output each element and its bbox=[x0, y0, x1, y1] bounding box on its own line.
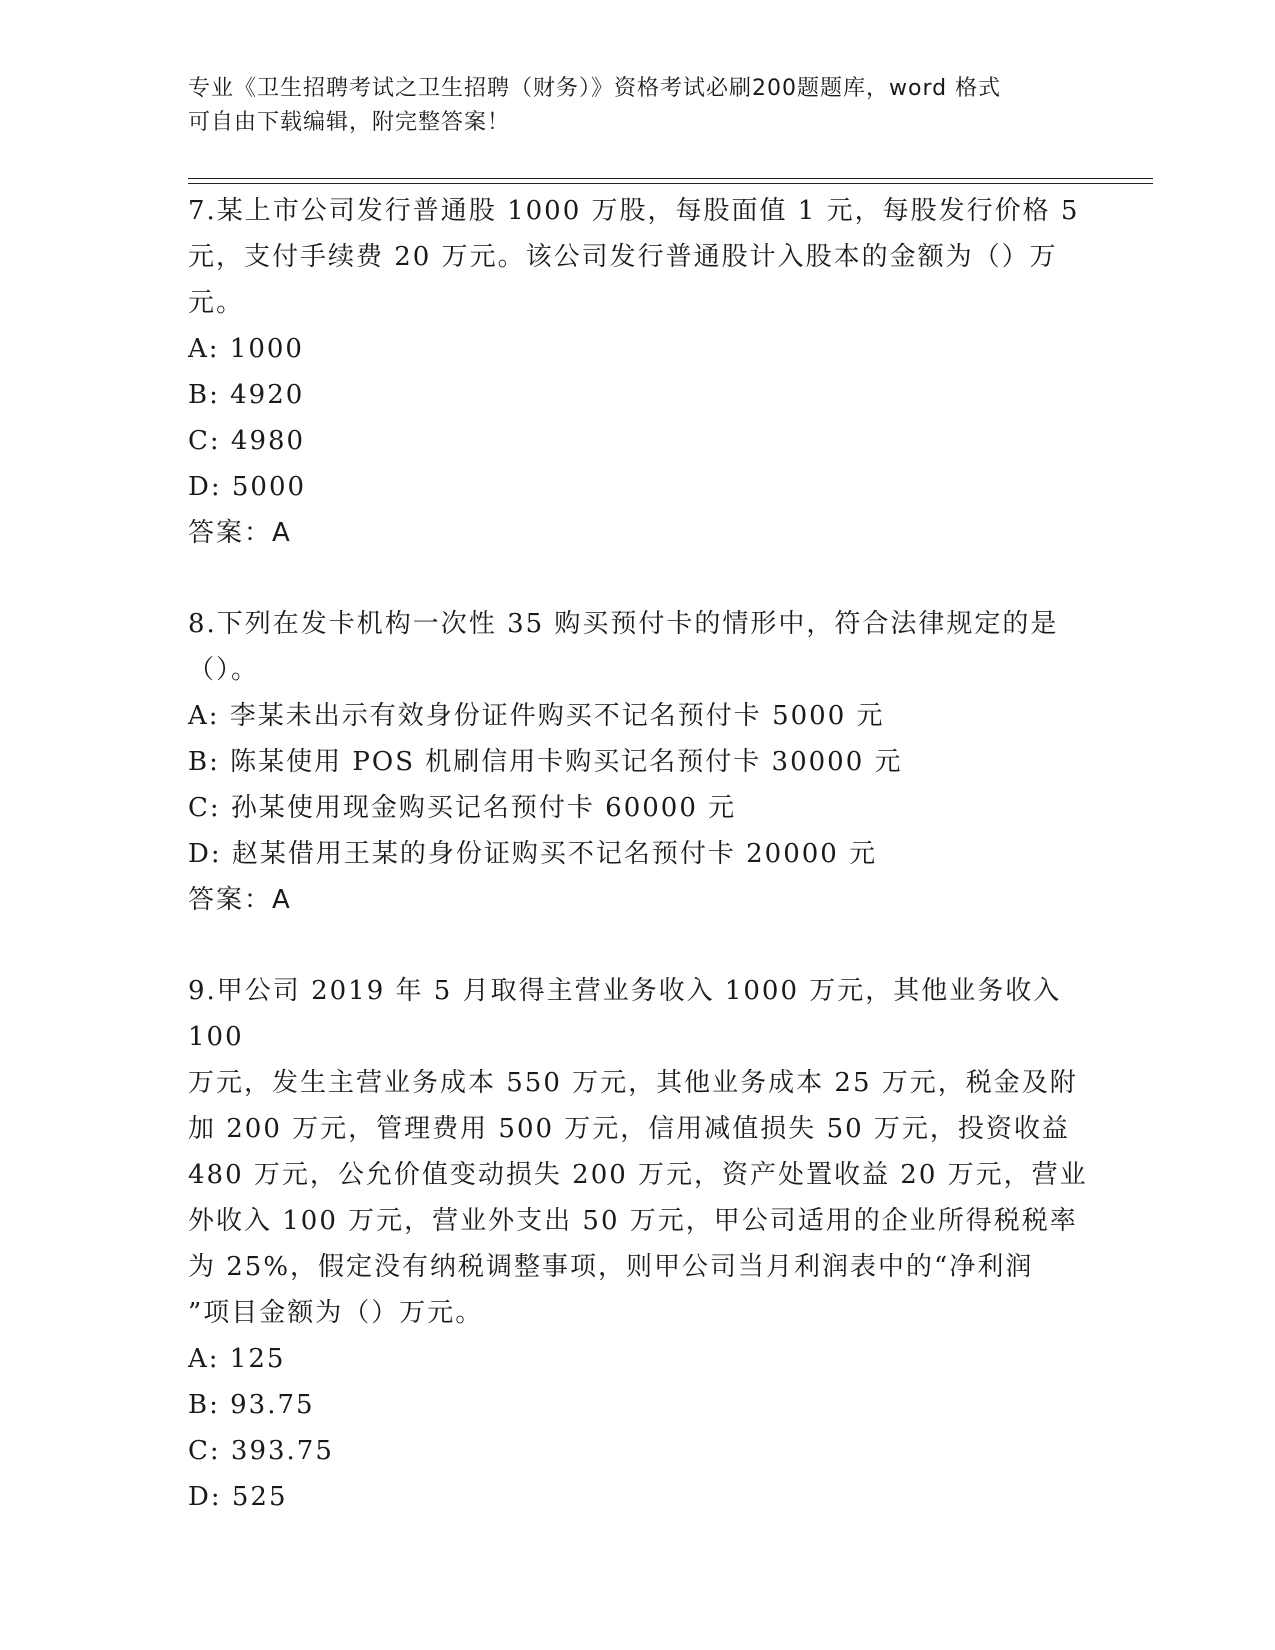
question-stem-line: 加 200 万元，管理费用 500 万元，信用减值损失 50 万元，投资收益 bbox=[188, 1114, 1070, 1144]
question-list bbox=[188, 188, 1088, 1520]
header-line-2: 可自由下载编辑，附完整答案！ bbox=[188, 110, 511, 135]
question-stem-line: 万元，发生主营业务成本 550 万元，其他业务成本 25 万元，税金及附 bbox=[188, 1068, 1078, 1098]
question-9 bbox=[188, 968, 1088, 1520]
option-c: C: 4980 bbox=[188, 426, 306, 456]
question-stem-line: ”项目金额为（）万元。 bbox=[188, 1298, 484, 1328]
option-a: A: 1000 bbox=[188, 334, 304, 364]
option-a: A: 李某未出示有效身份证件购买不记名预付卡 5000 元 bbox=[188, 701, 885, 731]
option-b: B: 陈某使用 POS 机刷信用卡购买记名预付卡 30000 元 bbox=[188, 747, 903, 777]
option-c: C: 孙某使用现金购买记名预付卡 60000 元 bbox=[188, 793, 737, 823]
option-d: D: 525 bbox=[188, 1482, 288, 1512]
question-spacer bbox=[188, 923, 1088, 968]
header-line-1: 专业《卫生招聘考试之卫生招聘（财务）》资格考试必刷200题题库，word 格式 bbox=[188, 76, 1002, 101]
question-8 bbox=[188, 601, 1088, 923]
option-b: B: 93.75 bbox=[188, 1390, 315, 1420]
question-stem-line: 元。 bbox=[188, 288, 245, 318]
option-b: B: 4920 bbox=[188, 380, 305, 410]
option-d: D: 5000 bbox=[188, 472, 307, 502]
question-stem-line: 7.某上市公司发行普通股 1000 万股，每股面值 1 元，每股发行价格 5 bbox=[188, 196, 1080, 226]
question-stem-line: 480 万元，公允价值变动损失 200 万元，资产处置收益 20 万元，营业 bbox=[188, 1160, 1088, 1190]
question-stem-line: 外收入 100 万元，营业外支出 50 万元，甲公司适用的企业所得税税率 bbox=[188, 1206, 1078, 1236]
question-spacer bbox=[188, 556, 1088, 601]
answer-text: 答案：A bbox=[188, 885, 292, 915]
document-header bbox=[188, 72, 1068, 140]
question-stem-line: 9.甲公司 2019 年 5 月取得主营业务收入 1000 万元，其他业务收入 100 bbox=[188, 976, 1062, 1052]
question-stem-line: 元，支付手续费 20 万元。该公司发行普通股计入股本的金额为（）万 bbox=[188, 242, 1058, 272]
header-divider-bottom bbox=[188, 183, 1153, 184]
question-7 bbox=[188, 188, 1088, 556]
answer-text: 答案：A bbox=[188, 518, 292, 548]
header-divider-top bbox=[188, 178, 1153, 179]
question-stem-line: 为 25%，假定没有纳税调整事项，则甲公司当月利润表中的“净利润 bbox=[188, 1252, 1034, 1282]
option-a: A: 125 bbox=[188, 1344, 286, 1374]
option-c: C: 393.75 bbox=[188, 1436, 334, 1466]
option-d: D: 赵某借用王某的身份证购买不记名预付卡 20000 元 bbox=[188, 839, 878, 869]
question-stem-line: （）。 bbox=[188, 655, 260, 685]
question-stem-line: 8.下列在发卡机构一次性 35 购买预付卡的情形中，符合法律规定的是 bbox=[188, 609, 1059, 639]
